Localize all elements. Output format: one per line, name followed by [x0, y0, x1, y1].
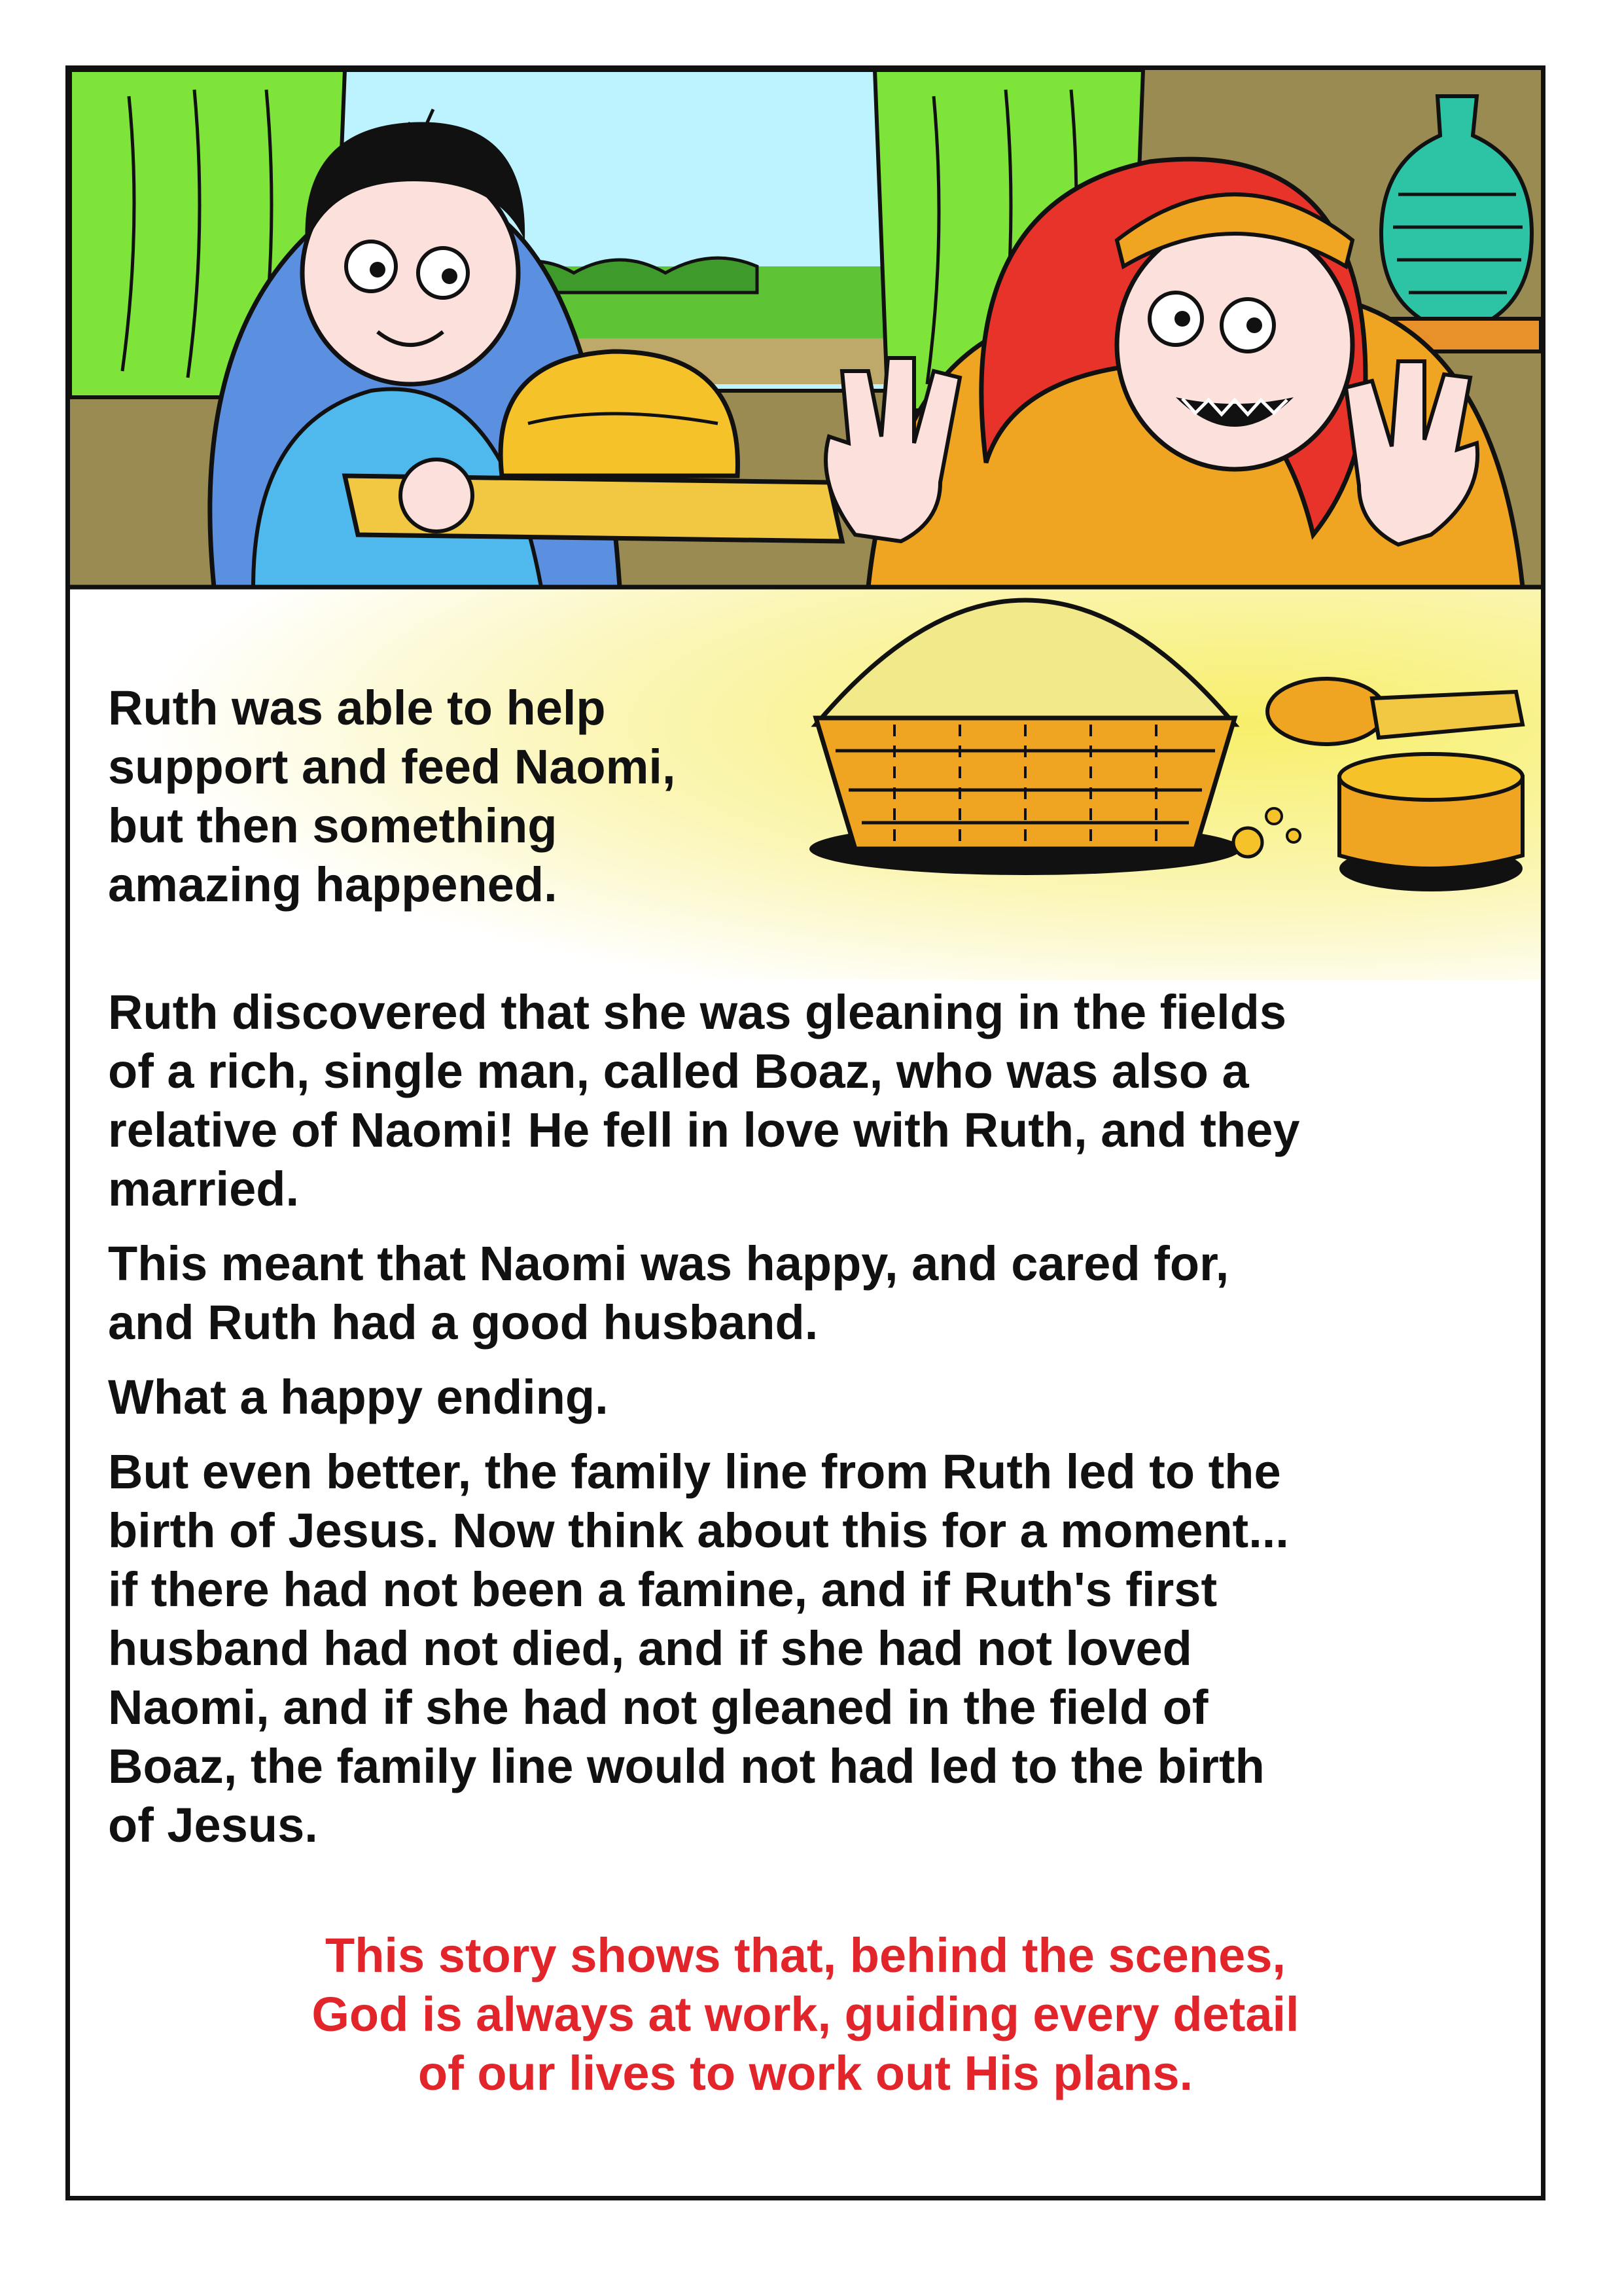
intro-paragraph: Ruth was able to help support and feed Naomi, but then something amazing happened.: [108, 681, 676, 912]
moral-paragraph: This story shows that, behind the scenes, God is always at work, guiding every detail of our lives to work out His plans.: [311, 1928, 1299, 2100]
story-paragraph: What a happy ending.: [108, 1370, 609, 1424]
story-paragraph: Ruth discovered that she was gleaning in the fields of a rich, single man, called Boaz, who was also a relative of Naomi! He fell in love with Ruth, and they married.: [108, 985, 1300, 1216]
cheese-wheel: [1339, 754, 1523, 891]
moral-text: [70, 1926, 1541, 2103]
intro-text: [108, 679, 828, 914]
page-frame: [65, 65, 1545, 2200]
story-paragraph: But even better, the family line from Ruth led to the birth of Jesus. Now think about this for a moment... if there had not been a famine, and if Ruth's first husband had not died, and if she had not loved Naomi, and if she had not gleaned in the field of Boaz, the family line would not had led to the birth of Jesus.: [108, 1444, 1289, 1852]
story-paragraph: This meant that Naomi was happy, and cared for, and Ruth had a good husband.: [108, 1236, 1229, 1350]
story-body: [108, 983, 1482, 1871]
